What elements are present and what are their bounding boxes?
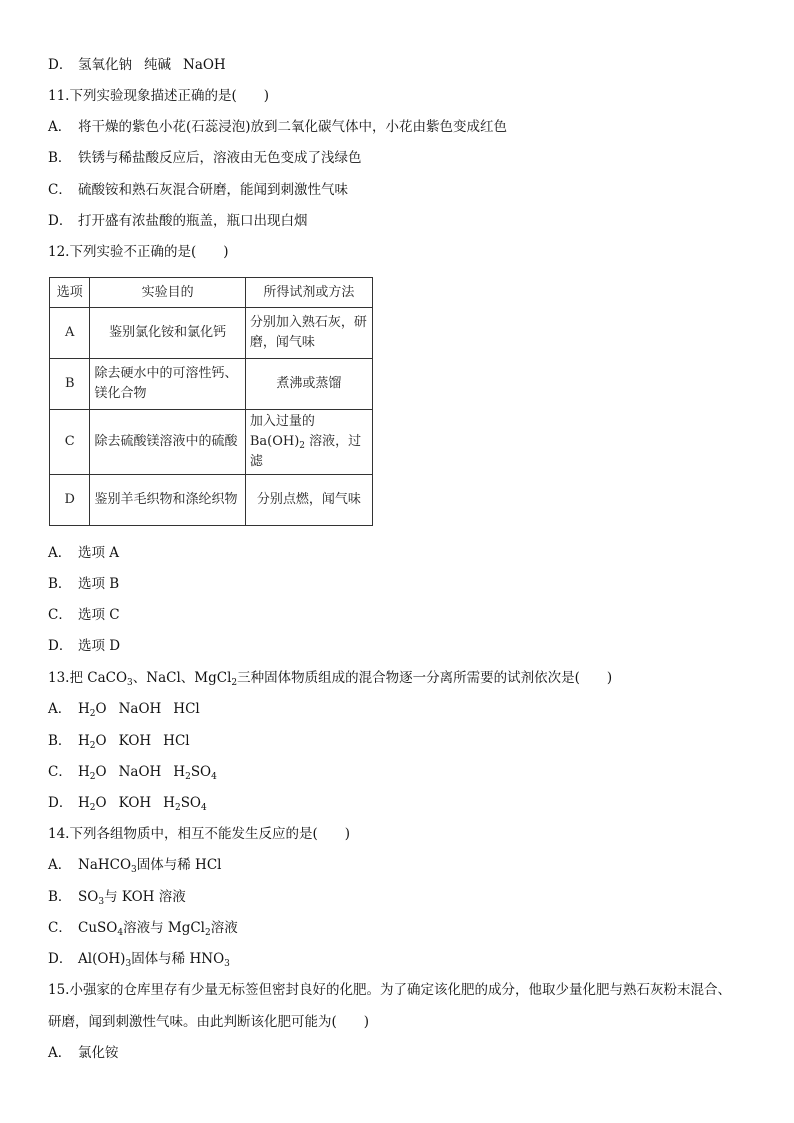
option-letter: D． [48, 951, 73, 967]
table-cell-purpose: 鉴别氯化铵和氯化钙 [90, 308, 245, 359]
option-text: 选项 C [78, 607, 120, 623]
formula: NaOH [118, 701, 162, 717]
subscript: 2 [89, 709, 96, 719]
table-header-row [50, 278, 373, 308]
table-row [50, 308, 373, 359]
formula: SO [180, 795, 202, 811]
q14-option-d [48, 950, 230, 968]
q11-option-c [48, 181, 348, 199]
q11-option-d [48, 212, 308, 230]
stem-text: 13.把 CaCO [48, 670, 128, 686]
option-text: 铁锈与稀盐酸反应后，溶液由无色变成了浅绿色 [78, 150, 362, 166]
q13-option-d [48, 794, 207, 812]
q13-option-c [48, 763, 217, 781]
subscript: 3 [131, 865, 137, 875]
table-cell-purpose: 除去硫酸镁溶液中的硫酸 [90, 410, 245, 475]
q11-option-a [48, 118, 507, 136]
formula: O [95, 764, 107, 780]
option-letter: B． [48, 733, 72, 749]
option-text: 将干燥的紫色小花(石蕊浸泡)放到二氧化碳气体中，小花由紫色变成红色 [78, 119, 508, 135]
table-cell-method: 分别点燃，闻气味 [245, 475, 372, 526]
method-line: 加入过量的 [249, 414, 315, 429]
subscript: 3 [125, 959, 132, 969]
subscript: 2 [231, 678, 238, 688]
option-letter: C． [48, 182, 72, 198]
table-header: 所得试剂或方法 [245, 278, 372, 308]
subscript: 3 [127, 678, 133, 688]
table-cell-purpose: 鉴别羊毛织物和涤纶织物 [90, 475, 245, 526]
option-letter: D． [48, 57, 73, 73]
table-cell-purpose: 除去硬水中的可溶性钙、镁化合物 [90, 359, 245, 410]
method-formula: Ba(OH) [249, 434, 300, 449]
option-text: 固体与稀 HNO [131, 951, 225, 967]
option-text: 打开盛有浓盐酸的瓶盖，瓶口出现白烟 [78, 213, 308, 229]
formula: O [95, 733, 107, 749]
option-letter: C． [48, 920, 72, 936]
option-text: 氯化铵 [78, 1045, 119, 1061]
formula: SO [190, 764, 212, 780]
option-text: 选项 A [78, 545, 120, 561]
table-row [50, 410, 373, 475]
table-header: 选项 [50, 278, 90, 308]
option-letter: D． [48, 213, 73, 229]
q12-option-c [48, 606, 120, 624]
option-letter: A． [48, 119, 72, 135]
option-letter: B． [48, 576, 72, 592]
option-letter: D． [48, 795, 73, 811]
formula: NaHCO [78, 857, 132, 873]
option-text: 硫酸铵和熟石灰混合研磨，能闻到刺激性气味 [78, 182, 348, 198]
formula: H [78, 701, 90, 717]
option-letter: B． [48, 889, 72, 905]
q15-option-a [48, 1044, 119, 1062]
subscript: 2 [89, 772, 96, 782]
formula: KOH [118, 733, 152, 749]
q14-option-b [48, 888, 186, 906]
subscript: 2 [89, 803, 96, 813]
subscript: 4 [117, 928, 124, 938]
q12-option-d [48, 637, 120, 655]
q14-option-c [48, 919, 238, 937]
option-text: 选项 B [78, 576, 120, 592]
formula: H [78, 764, 90, 780]
q11-stem: 11.下列实验现象描述正确的是( ) [48, 88, 270, 104]
q12-option-a [48, 544, 119, 562]
q13-option-a [48, 700, 200, 718]
subscript: 4 [201, 803, 207, 813]
subscript: 2 [174, 803, 181, 813]
formula: HCl [173, 701, 200, 717]
table-cell-option: A [50, 308, 90, 359]
option-text: NaOH [183, 57, 226, 73]
subscript: 3 [224, 959, 230, 969]
q14-stem: 14.下列各组物质中，相互不能发生反应的是( ) [48, 826, 351, 842]
q13-option-b [48, 732, 190, 750]
formula: KOH [118, 795, 152, 811]
q13-stem [48, 669, 612, 687]
subscript: 2 [299, 441, 306, 451]
option-text: 与 KOH 溶液 [104, 889, 186, 905]
option-text: 溶液与 MgCl [123, 920, 205, 936]
subscript: 3 [98, 897, 105, 907]
option-letter: A． [48, 1045, 72, 1061]
formula: O [95, 795, 107, 811]
table-row [50, 475, 373, 526]
formula: H [78, 795, 90, 811]
formula: CuSO [78, 920, 118, 936]
experiment-table [49, 277, 373, 526]
table-header: 实验目的 [90, 278, 245, 308]
table-cell-option: D [50, 475, 90, 526]
option-text: 氢氧化钠 [78, 57, 132, 73]
option-letter: C． [48, 607, 72, 623]
option-text: 纯碱 [144, 57, 171, 73]
table-cell-method [245, 410, 372, 475]
subscript: 2 [89, 741, 96, 751]
option-text: 固体与稀 HCl [136, 857, 222, 873]
formula: NaOH [118, 764, 162, 780]
formula: H [173, 764, 186, 780]
q12-stem: 12.下列实验不正确的是( ) [48, 244, 229, 260]
table-cell-method: 分别加入熟石灰，研磨，闻气味 [245, 308, 372, 359]
formula: H [163, 795, 175, 811]
option-letter: A． [48, 857, 72, 873]
option-letter: B． [48, 150, 72, 166]
stem-text: 、NaCl、MgCl [132, 670, 232, 686]
q12-option-b [48, 575, 119, 593]
option-letter: D． [48, 638, 73, 654]
q14-option-a [48, 856, 221, 874]
subscript: 2 [185, 772, 191, 782]
option-text: 溶液 [210, 920, 238, 936]
table-row [50, 359, 373, 410]
subscript: 2 [204, 928, 211, 938]
q15-stem-line2: 研磨，闻到刺激性气味。由此判断该化肥可能为( ) [48, 1014, 370, 1030]
table-cell-method: 煮沸或蒸馏 [245, 359, 372, 410]
formula: O [95, 701, 107, 717]
method-line: 溶液，过滤 [249, 434, 362, 469]
stem-text: 三种固体物质组成的混合物逐一分离所需要的试剂依次是( ) [237, 670, 613, 686]
table-cell-option: B [50, 359, 90, 410]
subscript: 4 [211, 772, 217, 782]
option-letter: A． [48, 701, 72, 717]
formula: HCl [163, 733, 190, 749]
formula: H [78, 733, 90, 749]
option-letter: A． [48, 545, 72, 561]
option-text: 选项 D [78, 638, 121, 654]
q15-stem-line1: 15.小强家的仓库里存有少量无标签但密封良好的化肥。为了确定该化肥的成分，他取少量化肥与熟石灰粉末混合、 [48, 982, 731, 998]
q11-option-b [48, 149, 362, 167]
formula: Al(OH) [78, 951, 126, 967]
formula: SO [78, 889, 99, 905]
q10-option-d [48, 56, 226, 74]
option-letter: C． [48, 764, 72, 780]
table-cell-option: C [50, 410, 90, 475]
